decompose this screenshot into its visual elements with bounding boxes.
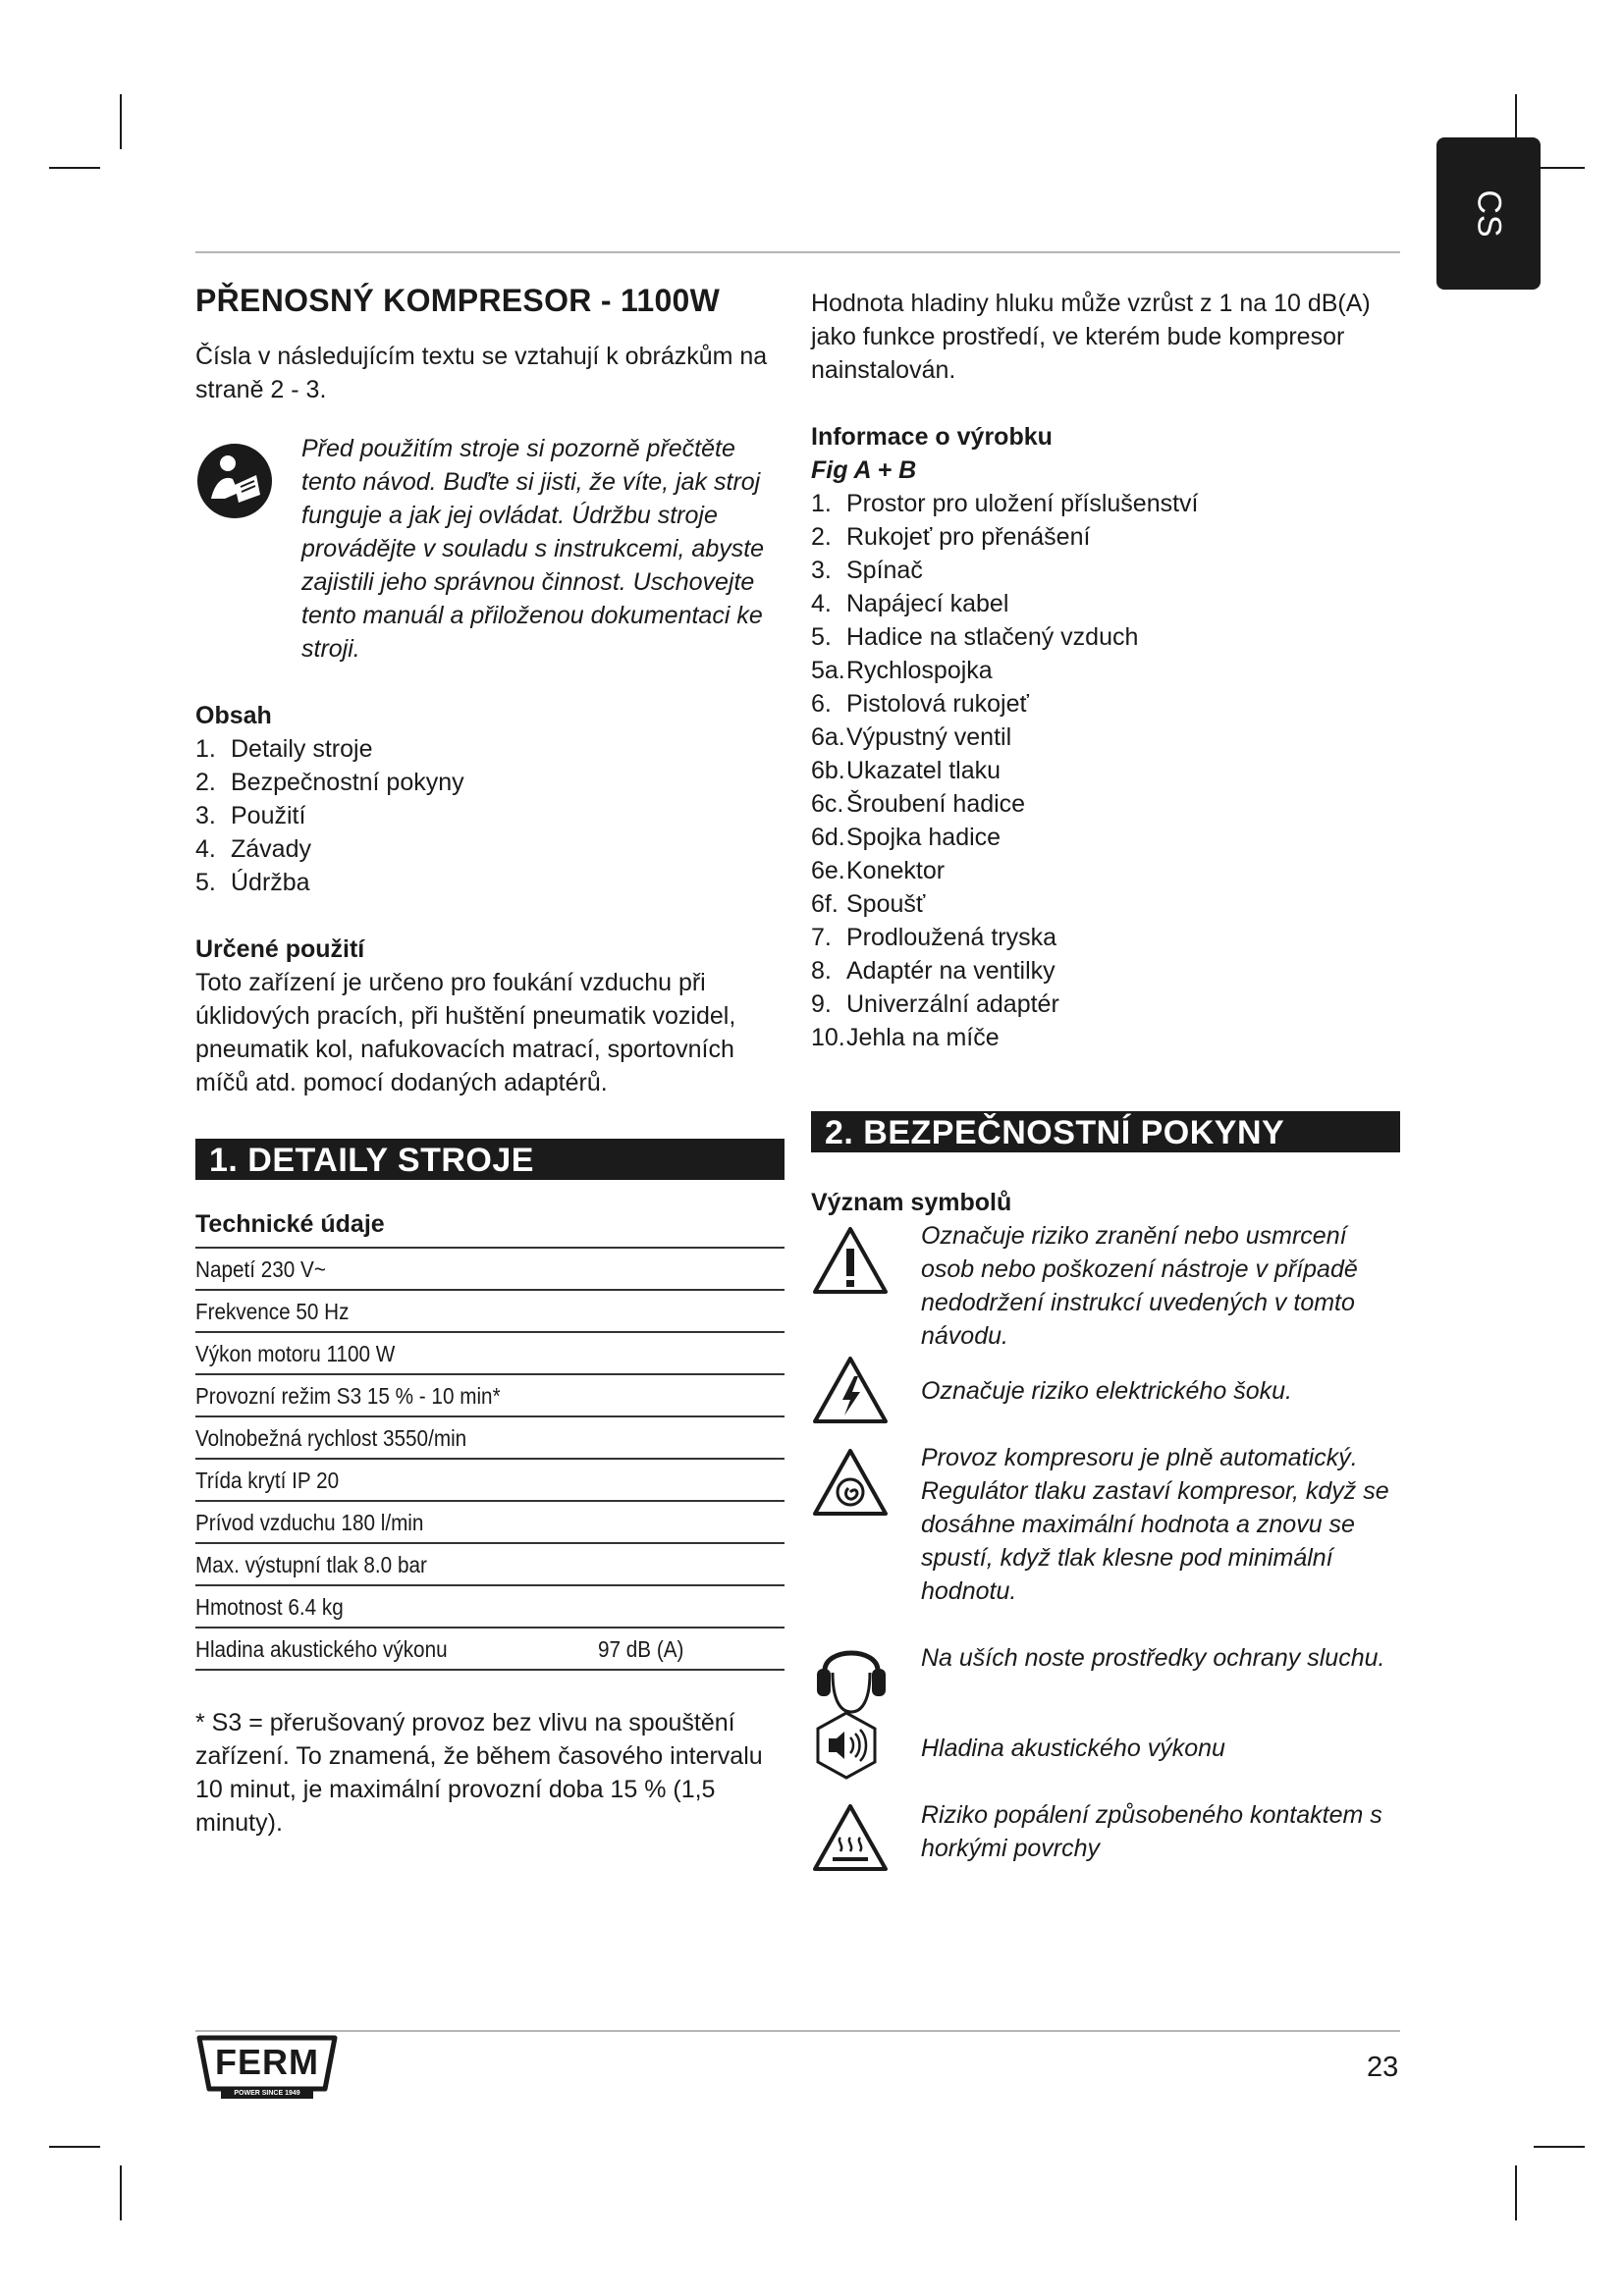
list-item: 4. Závady bbox=[195, 835, 311, 863]
symbol-hot-surface bbox=[811, 1798, 1400, 1865]
intended-use-heading: Určené použití bbox=[195, 935, 365, 963]
product-info-heading: Informace o výrobku bbox=[811, 423, 1053, 451]
read-manual-note bbox=[195, 432, 785, 666]
figure-reference: Fig A + B bbox=[811, 456, 917, 484]
table-row: Trída krytí IP 20 bbox=[195, 1459, 785, 1501]
right-column bbox=[811, 287, 1400, 1865]
crop-mark bbox=[49, 167, 100, 169]
list-item: 9. Univerzální adaptér bbox=[811, 990, 1059, 1018]
intended-use-text: Toto zařízení je určeno pro foukání vzduchu při úklidových pracích, při huštění pneumatik vozidel, pneumatik kol, nafukovacích matrací, sportovních míčů atd. pomocí dodaných adaptérů. bbox=[195, 969, 736, 1096]
symbol-electric-text: Označuje riziko elektrického šoku. bbox=[921, 1377, 1292, 1405]
symbols-heading: Význam symbolů bbox=[811, 1189, 1012, 1216]
list-item: 10. Jehla na míče bbox=[811, 1024, 1000, 1051]
crop-mark bbox=[1534, 2146, 1585, 2148]
list-item: 1. Detaily stroje bbox=[195, 735, 373, 763]
contents-list bbox=[195, 732, 785, 899]
warning-triangle-icon bbox=[811, 1225, 890, 1296]
section-1-header: 1. DETAILY STROJE bbox=[195, 1139, 785, 1180]
section-2-header: 2. BEZPEČNOSTNÍ POKYNY bbox=[811, 1111, 1400, 1152]
list-item: 5. Údržba bbox=[195, 869, 310, 896]
language-tab-label: CS bbox=[1470, 188, 1508, 239]
list-item: 7. Prodloužená tryska bbox=[811, 924, 1057, 951]
parts-list bbox=[811, 487, 1400, 1054]
contents-heading: Obsah bbox=[195, 702, 272, 729]
crop-mark bbox=[120, 94, 122, 149]
symbol-hot-surface-text: Riziko popálení způsobeného kontaktem s horkými povrchy bbox=[921, 1801, 1382, 1862]
table-row: Hladina akustického výkonu 97 dB (A) bbox=[195, 1628, 785, 1670]
list-item: 6f. Spoušť bbox=[811, 890, 926, 918]
electric-shock-icon bbox=[811, 1355, 890, 1425]
list-item: 2. Bezpečnostní pokyny bbox=[195, 769, 464, 796]
noise-text: Hodnota hladiny hluku může vzrůst z 1 na 10 dB(A) jako funkce prostředí, ve kterém bude kompresor nainstalován. bbox=[811, 290, 1371, 384]
symbol-ear-protection bbox=[811, 1641, 1400, 1675]
list-item: 1. Prostor pro uložení příslušenství bbox=[811, 490, 1199, 517]
ferm-logo bbox=[195, 2034, 339, 2101]
list-item: 4. Napájecí kabel bbox=[811, 590, 1009, 617]
list-item: 3. Použití bbox=[195, 802, 306, 829]
symbol-warning-text: Označuje riziko zranění nebo usmrcení osob nebo poškození nástroje v případě nedodržení instrukcí uvedených v tomto návodu. bbox=[921, 1222, 1358, 1350]
spec-table bbox=[195, 1247, 785, 1671]
list-item: 6a. Výpustný ventil bbox=[811, 723, 1012, 751]
table-row: Výkon motoru 1100 W bbox=[195, 1332, 785, 1374]
table-row: Volnobežná rychlost 3550/min bbox=[195, 1416, 785, 1459]
crop-mark bbox=[120, 2165, 122, 2220]
header-rule bbox=[195, 251, 1400, 253]
left-column bbox=[195, 281, 785, 1840]
symbol-electric bbox=[811, 1374, 1400, 1408]
sound-power-icon bbox=[811, 1710, 882, 1781]
language-tab bbox=[1436, 137, 1541, 290]
tech-data-heading: Technické údaje bbox=[195, 1210, 385, 1238]
list-item: 6b. Ukazatel tlaku bbox=[811, 757, 1001, 784]
list-item: 3. Spínač bbox=[811, 557, 923, 584]
symbol-warning bbox=[811, 1219, 1400, 1353]
symbol-automatic bbox=[811, 1441, 1400, 1608]
table-row: Hmotnost 6.4 kg bbox=[195, 1585, 785, 1628]
page-number: 23 bbox=[1367, 2052, 1399, 2083]
list-item: 6c. Šroubení hadice bbox=[811, 790, 1026, 818]
table-row: Frekvence 50 Hz bbox=[195, 1290, 785, 1332]
ferm-logo-text: FERM bbox=[215, 2042, 319, 2082]
list-item: 5. Hadice na stlačený vzduch bbox=[811, 623, 1139, 651]
symbol-sound-power-text: Hladina akustického výkonu bbox=[921, 1735, 1225, 1762]
automatic-start-icon bbox=[811, 1447, 890, 1518]
symbol-automatic-text: Provoz kompresoru je plně automatický. Regulátor tlaku zastaví kompresor, když se dosáhne maximální hodnota a znovu se spustí, když tlak klesne pod minimální hodnotu. bbox=[921, 1444, 1389, 1605]
ear-protection-icon bbox=[811, 1637, 892, 1716]
read-manual-text: Před použitím stroje si pozorně přečtěte tento návod. Buďte si jisti, že víte, jak stroj funguje a jak jej ovládat. Údržbu stroje provádějte v souladu s instrukcemi, abyste zajistili jeho správnou činnost. Uschovejte tento manuál a přiloženou dokumentaci ke stroji. bbox=[301, 435, 765, 663]
read-manual-icon bbox=[195, 442, 274, 520]
page-title: PŘENOSNÝ KOMPRESOR - 1100W bbox=[195, 283, 721, 318]
list-item: 6. Pistolová rukojeť bbox=[811, 690, 1029, 718]
symbol-ear-protection-text: Na uších noste prostředky ochrany sluchu. bbox=[921, 1644, 1385, 1672]
table-row: Napetí 230 V~ bbox=[195, 1248, 785, 1290]
symbol-sound-power bbox=[811, 1732, 1400, 1765]
hot-surface-icon bbox=[811, 1802, 890, 1873]
footnote: * S3 = přerušovaný provoz bez vlivu na spouštění zařízení. To znamená, že během časového intervalu 10 minut, je maximální provozní doba 15 % (1,5 minuty). bbox=[195, 1709, 763, 1837]
table-row: Provozní režim S3 15 % - 10 min* bbox=[195, 1374, 785, 1416]
crop-mark bbox=[1534, 167, 1585, 169]
crop-mark bbox=[1515, 2165, 1517, 2220]
ferm-logo-tagline: POWER SINCE 1949 bbox=[234, 2090, 300, 2097]
list-item: 6d. Spojka hadice bbox=[811, 824, 1001, 851]
list-item: 8. Adaptér na ventilky bbox=[811, 957, 1056, 985]
table-row: Max. výstupní tlak 8.0 bar bbox=[195, 1543, 785, 1585]
intro-text: Čísla v následujícím textu se vztahují k obrázkům na straně 2 - 3. bbox=[195, 343, 768, 403]
list-item: 2. Rukojeť pro přenášení bbox=[811, 523, 1091, 551]
table-row: Prívod vzduchu 180 l/min bbox=[195, 1501, 785, 1543]
crop-mark bbox=[49, 2146, 100, 2148]
list-item: 6e. Konektor bbox=[811, 857, 946, 884]
list-item: 5a. Rychlospojka bbox=[811, 657, 993, 684]
footer-rule bbox=[195, 2030, 1400, 2032]
